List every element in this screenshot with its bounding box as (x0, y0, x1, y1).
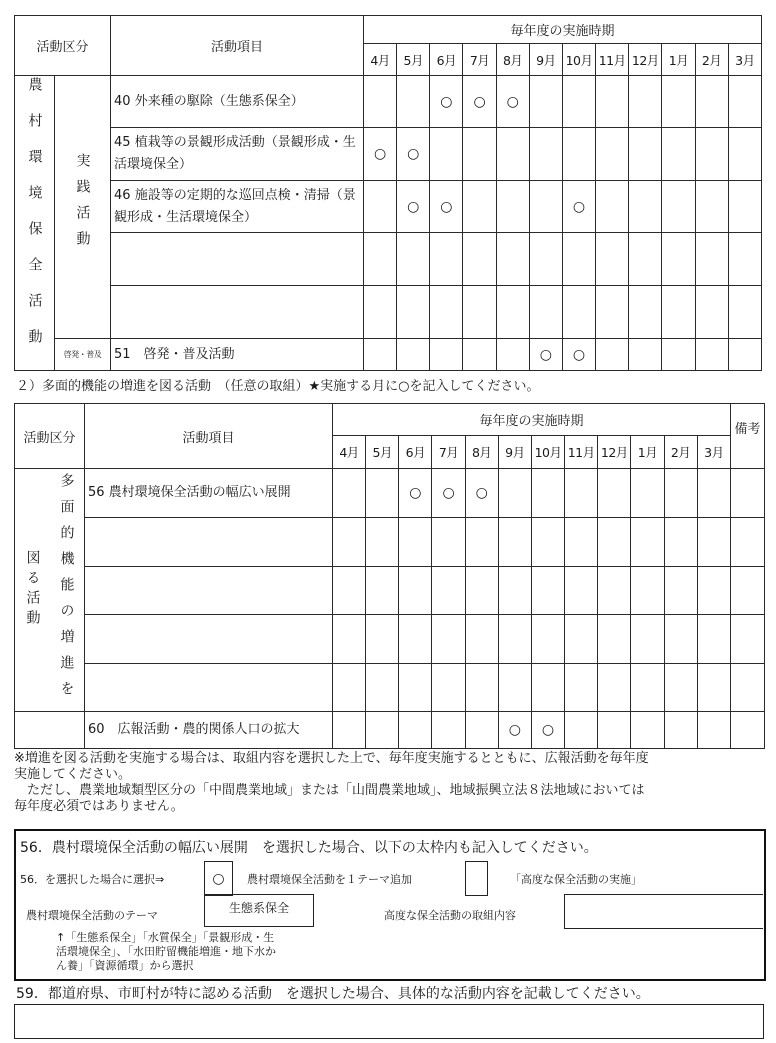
month-cell-12m[interactable] (629, 128, 662, 181)
month-cell-2m[interactable] (695, 181, 728, 233)
month-cell-12m[interactable] (629, 233, 662, 286)
month-cell-1m[interactable] (662, 233, 695, 286)
month-cell-6m[interactable] (430, 286, 463, 339)
month-cell-10m[interactable] (531, 567, 564, 615)
month-cell-8m[interactable] (465, 518, 498, 567)
circle-mark: ○ (440, 198, 453, 215)
box-59-input[interactable] (14, 1004, 764, 1039)
option-advanced-checkbox[interactable] (465, 861, 488, 896)
month-cell-10m[interactable] (562, 181, 595, 233)
month-cell-5m[interactable] (397, 128, 430, 181)
circle-mark: ○ (407, 198, 420, 215)
select-label: 56．を選択した場合に選択⇒ (20, 873, 165, 886)
month-cell-9m[interactable] (529, 128, 562, 181)
month-cell-1m[interactable] (662, 76, 695, 128)
circle-mark: ○ (373, 146, 387, 162)
month-cell-8m[interactable] (496, 181, 529, 233)
theme-input[interactable]: 生態系保全 (204, 894, 314, 927)
circle-mark: ○ (475, 485, 488, 501)
activity-item[interactable] (85, 567, 333, 615)
option-theme-add-checkbox[interactable]: ○ (204, 861, 233, 896)
month-cell-2m[interactable] (664, 469, 697, 518)
category-left-text: 図る活動 (24, 550, 41, 630)
month-cell-1m[interactable] (631, 469, 664, 518)
activity-item[interactable] (85, 615, 333, 664)
month-header: 9月 (498, 436, 531, 469)
theme-hint (56, 931, 276, 973)
activity-item[interactable]: 40 外来種の駆除（生態系保全） (111, 76, 364, 128)
activity-item[interactable]: 51 啓発・普及活動 (111, 339, 364, 371)
month-header: 11月 (596, 44, 629, 76)
month-cell-3m[interactable] (697, 518, 730, 567)
month-cell-9m[interactable] (498, 469, 531, 518)
month-cell-10m[interactable] (531, 518, 564, 567)
note-line: 毎年度必須ではありません。 (14, 799, 184, 814)
month-cell-9m[interactable] (498, 664, 531, 712)
month-cell-2m[interactable] (664, 518, 697, 567)
month-cell-6m[interactable] (430, 76, 463, 128)
circle-mark: ○ (407, 146, 420, 162)
month-cell-8m[interactable] (465, 567, 498, 615)
table-row (15, 712, 765, 749)
month-header: 5月 (397, 44, 430, 76)
header-category: 活動区分 (15, 404, 85, 469)
month-cell-4m[interactable] (333, 469, 366, 518)
month-cell-4m[interactable] (364, 233, 397, 286)
month-cell-10m[interactable] (562, 128, 595, 181)
hint-line: ん養」「資源循環」から選択 (56, 959, 194, 972)
month-cell-3m[interactable] (728, 181, 761, 233)
month-cell-4m[interactable] (364, 181, 397, 233)
month-cell-4m[interactable] (333, 518, 366, 567)
month-cell-9m[interactable] (498, 518, 531, 567)
month-header: 12月 (598, 436, 631, 469)
month-cell-11m[interactable] (565, 615, 598, 664)
month-cell-11m[interactable] (596, 233, 629, 286)
table-row (15, 518, 765, 567)
month-cell-3m[interactable] (728, 76, 761, 128)
month-header: 11月 (565, 436, 598, 469)
activity-item[interactable] (85, 518, 333, 567)
month-cell-5m[interactable] (397, 181, 430, 233)
month-cell-3m[interactable] (697, 664, 730, 712)
month-cell-6m[interactable] (399, 518, 432, 567)
month-cell-8m[interactable] (496, 76, 529, 128)
month-cell-3m[interactable] (728, 233, 761, 286)
month-cell-3m[interactable] (728, 339, 761, 371)
table-row (15, 664, 765, 712)
circle-mark: ○ (473, 93, 486, 110)
month-cell-11m[interactable] (596, 286, 629, 339)
month-header: 2月 (664, 436, 697, 469)
month-cell-4m[interactable] (333, 567, 366, 615)
section2-title: ２）多面的機能の増進を図る活動 （任意の取組）★実施する月に○を記入してください。 (16, 379, 540, 394)
month-cell-4m[interactable] (364, 76, 397, 128)
month-cell-6m[interactable] (399, 567, 432, 615)
month-cell-6m[interactable] (430, 233, 463, 286)
month-cell-1m[interactable] (662, 128, 695, 181)
month-cell-6m[interactable] (430, 181, 463, 233)
advanced-content-label: 高度な保全活動の取組内容 (384, 909, 516, 922)
month-cell-8m[interactable] (496, 128, 529, 181)
month-cell-11m[interactable] (565, 664, 598, 712)
month-cell-5m[interactable] (366, 615, 399, 664)
month-cell-10m[interactable] (531, 469, 564, 518)
month-cell-9m[interactable] (529, 181, 562, 233)
month-cell-7m[interactable] (463, 233, 496, 286)
table-row (15, 615, 765, 664)
month-header: 3月 (697, 436, 730, 469)
month-cell-2m[interactable] (695, 339, 728, 371)
month-cell-5m[interactable] (366, 518, 399, 567)
month-cell-1m[interactable] (662, 339, 695, 371)
category-main (15, 76, 55, 371)
circle-mark: ○ (539, 346, 552, 363)
month-header: 3月 (728, 44, 761, 76)
activity-item[interactable] (85, 664, 333, 712)
month-cell-12m[interactable] (598, 664, 631, 712)
category-multifunction (15, 469, 85, 712)
month-cell-6m[interactable] (399, 615, 432, 664)
month-cell-3m[interactable] (728, 286, 761, 339)
month-header: 9月 (529, 44, 562, 76)
month-cell-12m[interactable] (598, 712, 631, 749)
month-header: 1月 (631, 436, 664, 469)
month-cell-12m[interactable] (598, 567, 631, 615)
month-cell-2m[interactable] (695, 128, 728, 181)
note-line: ただし、農業地域類型区分の「中間農業地域」または「山間農業地域」、地域振興立法８法地域においては (14, 783, 645, 798)
month-cell-7m[interactable] (432, 518, 465, 567)
month-cell-1m[interactable] (662, 181, 695, 233)
month-cell-12m[interactable] (598, 615, 631, 664)
month-cell-4m[interactable] (364, 128, 397, 181)
month-header: 10月 (562, 44, 595, 76)
box-56-title: 56．農村環境保全活動の幅広い展開 を選択した場合、以下の太枠内も記入してください。 (20, 840, 598, 856)
month-cell-11m[interactable] (565, 567, 598, 615)
month-cell-7m[interactable] (432, 712, 465, 749)
category-outreach: 啓発・普及 (55, 339, 111, 371)
month-cell-5m[interactable] (366, 712, 399, 749)
month-header: 4月 (333, 436, 366, 469)
hint-line: 活環境保全」、「水田貯留機能増進・地下水か (56, 945, 276, 958)
month-cell-9m[interactable] (529, 339, 562, 371)
month-cell-9m[interactable] (529, 286, 562, 339)
month-cell-1m[interactable] (631, 567, 664, 615)
advanced-content-input[interactable] (564, 894, 763, 929)
circle-mark: ○ (572, 346, 586, 363)
month-cell-12m[interactable] (629, 339, 662, 371)
circle-mark: ○ (442, 485, 455, 501)
table-row (15, 339, 762, 371)
month-cell-7m[interactable] (463, 339, 496, 371)
circle-mark: ○ (541, 722, 555, 738)
note-line: 実施してください。 (14, 767, 132, 782)
option-advanced-label: 「高度な保全活動の実施」 (510, 873, 642, 886)
month-cell-3m[interactable] (697, 615, 730, 664)
box-59-title: 59．都道府県、市町村が特に認める活動 を選択した場合、具体的な活動内容を記載してください。 (16, 986, 650, 1002)
table-row (15, 286, 762, 339)
month-cell-7m[interactable] (463, 76, 496, 128)
activity-item[interactable] (111, 233, 364, 286)
month-cell-5m[interactable] (366, 469, 399, 518)
activity-item[interactable]: 56 農村環境保全活動の幅広い展開 (85, 469, 333, 518)
theme-label: 農村環境保全活動のテーマ (26, 909, 158, 922)
month-cell-8m[interactable] (496, 286, 529, 339)
month-cell-5m[interactable] (366, 664, 399, 712)
table-row (15, 233, 762, 286)
activity-item[interactable]: 60 広報活動・農的関係人口の拡大 (85, 712, 333, 749)
month-cell-2m[interactable] (664, 712, 697, 749)
month-cell-8m[interactable] (465, 469, 498, 518)
multifunction-activities-table (14, 403, 765, 749)
month-cell-12m[interactable] (629, 286, 662, 339)
month-cell-2m[interactable] (695, 233, 728, 286)
month-cell-1m[interactable] (631, 615, 664, 664)
month-cell-5m[interactable] (397, 339, 430, 371)
month-header: 12月 (629, 44, 662, 76)
month-cell-10m[interactable] (562, 233, 595, 286)
remarks-cell[interactable] (731, 664, 765, 712)
month-cell-12m[interactable] (629, 181, 662, 233)
table-row (15, 469, 765, 518)
month-cell-10m[interactable] (562, 339, 595, 371)
month-cell-7m[interactable] (432, 615, 465, 664)
month-cell-7m[interactable] (463, 181, 496, 233)
month-header: 7月 (463, 44, 496, 76)
month-cell-10m[interactable] (531, 664, 564, 712)
month-cell-7m[interactable] (432, 469, 465, 518)
month-cell-4m[interactable] (333, 615, 366, 664)
month-cell-3m[interactable] (728, 128, 761, 181)
month-cell-8m[interactable] (465, 615, 498, 664)
option-theme-add-label: 農村環境保全活動を１テーマ追加 (247, 873, 412, 886)
month-cell-6m[interactable] (399, 664, 432, 712)
practice-activities-table (14, 15, 762, 371)
month-cell-9m[interactable] (498, 567, 531, 615)
circle-mark: ○ (508, 722, 521, 738)
month-cell-1m[interactable] (662, 286, 695, 339)
month-cell-11m[interactable] (596, 339, 629, 371)
month-cell-5m[interactable] (366, 567, 399, 615)
remarks-cell[interactable] (731, 567, 765, 615)
month-cell-9m[interactable] (498, 712, 531, 749)
month-cell-7m[interactable] (432, 664, 465, 712)
month-header: 10月 (531, 436, 564, 469)
month-cell-10m[interactable] (562, 286, 595, 339)
activity-item[interactable]: 45 植栽等の景観形成活動（景観形成・生活環境保全） (111, 128, 364, 181)
month-cell-10m[interactable] (562, 76, 595, 128)
month-cell-4m[interactable] (333, 664, 366, 712)
month-cell-9m[interactable] (498, 615, 531, 664)
month-cell-2m[interactable] (695, 286, 728, 339)
box-56-frame (14, 829, 766, 981)
circle-mark: ○ (506, 93, 519, 110)
month-header: 1月 (662, 44, 695, 76)
month-cell-7m[interactable] (432, 567, 465, 615)
month-cell-11m[interactable] (565, 712, 598, 749)
month-cell-5m[interactable] (397, 286, 430, 339)
month-cell-1m[interactable] (631, 518, 664, 567)
month-cell-11m[interactable] (596, 76, 629, 128)
month-header: 8月 (496, 44, 529, 76)
month-cell-2m[interactable] (664, 567, 697, 615)
month-cell-3m[interactable] (697, 567, 730, 615)
table-row (15, 181, 762, 233)
month-cell-6m[interactable] (399, 712, 432, 749)
remarks-cell[interactable] (731, 615, 765, 664)
category-empty (15, 712, 85, 749)
header-category: 活動区分 (15, 16, 111, 76)
circle-mark: ○ (572, 198, 586, 215)
remarks-cell[interactable] (731, 712, 765, 749)
month-cell-6m[interactable] (430, 128, 463, 181)
remarks-cell[interactable] (731, 469, 765, 518)
circle-mark: ○ (409, 485, 422, 501)
month-cell-7m[interactable] (463, 128, 496, 181)
month-cell-12m[interactable] (598, 518, 631, 567)
header-item: 活動項目 (111, 16, 364, 76)
category-text-wrap (15, 473, 84, 707)
month-header: 5月 (366, 436, 399, 469)
month-cell-8m[interactable] (496, 339, 529, 371)
month-cell-8m[interactable] (465, 664, 498, 712)
activity-item[interactable] (111, 286, 364, 339)
month-header: 2月 (695, 44, 728, 76)
header-period: 毎年度の実施時期 (333, 404, 731, 436)
remarks-cell[interactable] (731, 518, 765, 567)
month-cell-2m[interactable] (664, 664, 697, 712)
category-practice-text: 実践活動 (74, 153, 91, 257)
activity-item[interactable]: 46 施設等の定期的な巡回点検・清掃（景観形成・生活環境保全） (111, 181, 364, 233)
month-cell-5m[interactable] (397, 76, 430, 128)
month-cell-9m[interactable] (529, 76, 562, 128)
month-header: 7月 (432, 436, 465, 469)
month-cell-8m[interactable] (465, 712, 498, 749)
header-period: 毎年度の実施時期 (364, 16, 762, 44)
month-header: 8月 (465, 436, 498, 469)
category-practice (55, 76, 111, 339)
circle-mark: ○ (440, 93, 453, 110)
note-line: ※増進を図る活動を実施する場合は、取組内容を選択した上で、毎年度実施するとともに、広報活動を毎年度 (14, 751, 649, 766)
table-row (15, 76, 762, 128)
month-cell-1m[interactable] (631, 712, 664, 749)
month-cell-10m[interactable] (531, 712, 564, 749)
month-cell-11m[interactable] (565, 469, 598, 518)
month-cell-2m[interactable] (695, 76, 728, 128)
month-header: 4月 (364, 44, 397, 76)
month-header: 6月 (399, 436, 432, 469)
table-row (15, 567, 765, 615)
month-cell-4m[interactable] (364, 286, 397, 339)
hint-line: ↑「生態系保全」「水質保全」「景観形成・生 (56, 931, 275, 944)
month-cell-1m[interactable] (631, 664, 664, 712)
table-row (15, 128, 762, 181)
notes (14, 751, 649, 815)
month-cell-12m[interactable] (629, 76, 662, 128)
month-cell-11m[interactable] (596, 128, 629, 181)
month-cell-12m[interactable] (598, 469, 631, 518)
month-cell-5m[interactable] (397, 233, 430, 286)
month-cell-8m[interactable] (496, 233, 529, 286)
header-remarks: 備考 (731, 404, 765, 469)
month-cell-2m[interactable] (664, 615, 697, 664)
month-cell-10m[interactable] (531, 615, 564, 664)
month-header: 6月 (430, 44, 463, 76)
month-cell-4m[interactable] (364, 339, 397, 371)
month-cell-6m[interactable] (399, 469, 432, 518)
month-cell-7m[interactable] (463, 286, 496, 339)
month-cell-9m[interactable] (529, 233, 562, 286)
month-cell-4m[interactable] (333, 712, 366, 749)
month-cell-11m[interactable] (565, 518, 598, 567)
category-main-text: 農村環境保全活動 (26, 77, 43, 365)
month-cell-6m[interactable] (430, 339, 463, 371)
category-right-text: 多面的機能の増進を (58, 473, 75, 707)
header-item: 活動項目 (85, 404, 333, 469)
month-cell-3m[interactable] (697, 712, 730, 749)
month-cell-11m[interactable] (596, 181, 629, 233)
month-cell-3m[interactable] (697, 469, 730, 518)
